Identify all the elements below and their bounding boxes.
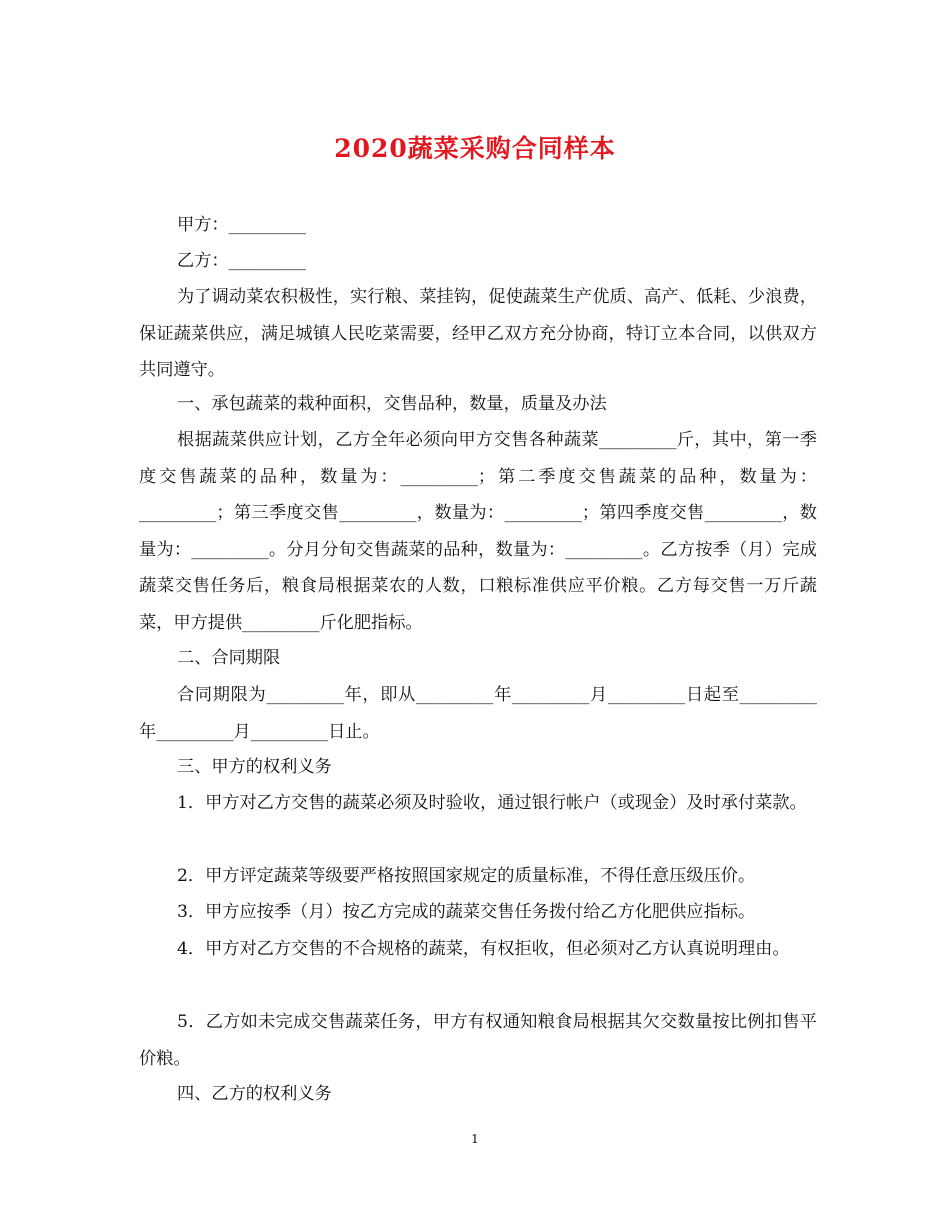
section-3-item: 3．甲方应按季（月）按乙方完成的蔬菜交售任务拨付给乙方化肥供应指标。 — [177, 902, 756, 922]
section-3-item: 1．甲方对乙方交售的蔬菜必须及时验收，通过银行帐户（或现金）及时承付菜款。 — [177, 793, 807, 813]
section-4-heading: 四、乙方的权利义务 — [177, 1084, 332, 1104]
page-title: 2020蔬菜采购合同样本 — [334, 134, 616, 163]
section-3-item: 4．甲方对乙方交售的不合规格的蔬菜，有权拒收，但必须对乙方认真说明理由。 — [177, 939, 790, 959]
section-2-heading: 二、合同期限 — [177, 648, 281, 668]
party-b-line: 乙方：_________ — [177, 251, 306, 271]
section-3-heading: 三、甲方的权利义务 — [177, 757, 332, 777]
party-a-line: 甲方：_________ — [177, 215, 306, 235]
section-3-item: 2．甲方评定蔬菜等级要严格按照国家规定的质量标准，不得任意压级压价。 — [177, 866, 756, 886]
section-2-body: 合同期限为_________年，即从_________年_________月_________日起至_________年_________月_________日止。 — [139, 685, 817, 742]
section-1-body: 根据蔬菜供应计划，乙方全年必须向甲方交售各种蔬菜_________斤，其中，第一季度交售蔬菜的品种，数量为：_________；第二季度交售蔬菜的品种，数量为：_________；第三季度交售_________，数量为：_________；第四季度交售_________，数量为：_________。分月分旬交售蔬菜的品种，数量为：_________。乙方按季（月）完成蔬菜交售任务后，粮食局根据菜农的人数，口粮标准供应平价粮。乙方每交售一万斤蔬菜，甲方提供_________斤化肥指标。 — [139, 430, 817, 633]
page-number: 1 — [471, 1132, 479, 1146]
intro-paragraph: 为了调动菜农积极性，实行粮、菜挂钩，促使蔬菜生产优质、高产、低耗、少浪费，保证蔬菜供应，满足城镇人民吃菜需要，经甲乙双方充分协商，特订立本合同，以供双方共同遵守。 — [139, 287, 817, 380]
section-3-item: 5．乙方如未完成交售蔬菜任务，甲方有权通知粮食局根据其欠交数量按比例扣售平价粮。 — [139, 1012, 817, 1069]
section-1-heading: 一、承包蔬菜的栽种面积，交售品种，数量，质量及办法 — [177, 394, 607, 414]
